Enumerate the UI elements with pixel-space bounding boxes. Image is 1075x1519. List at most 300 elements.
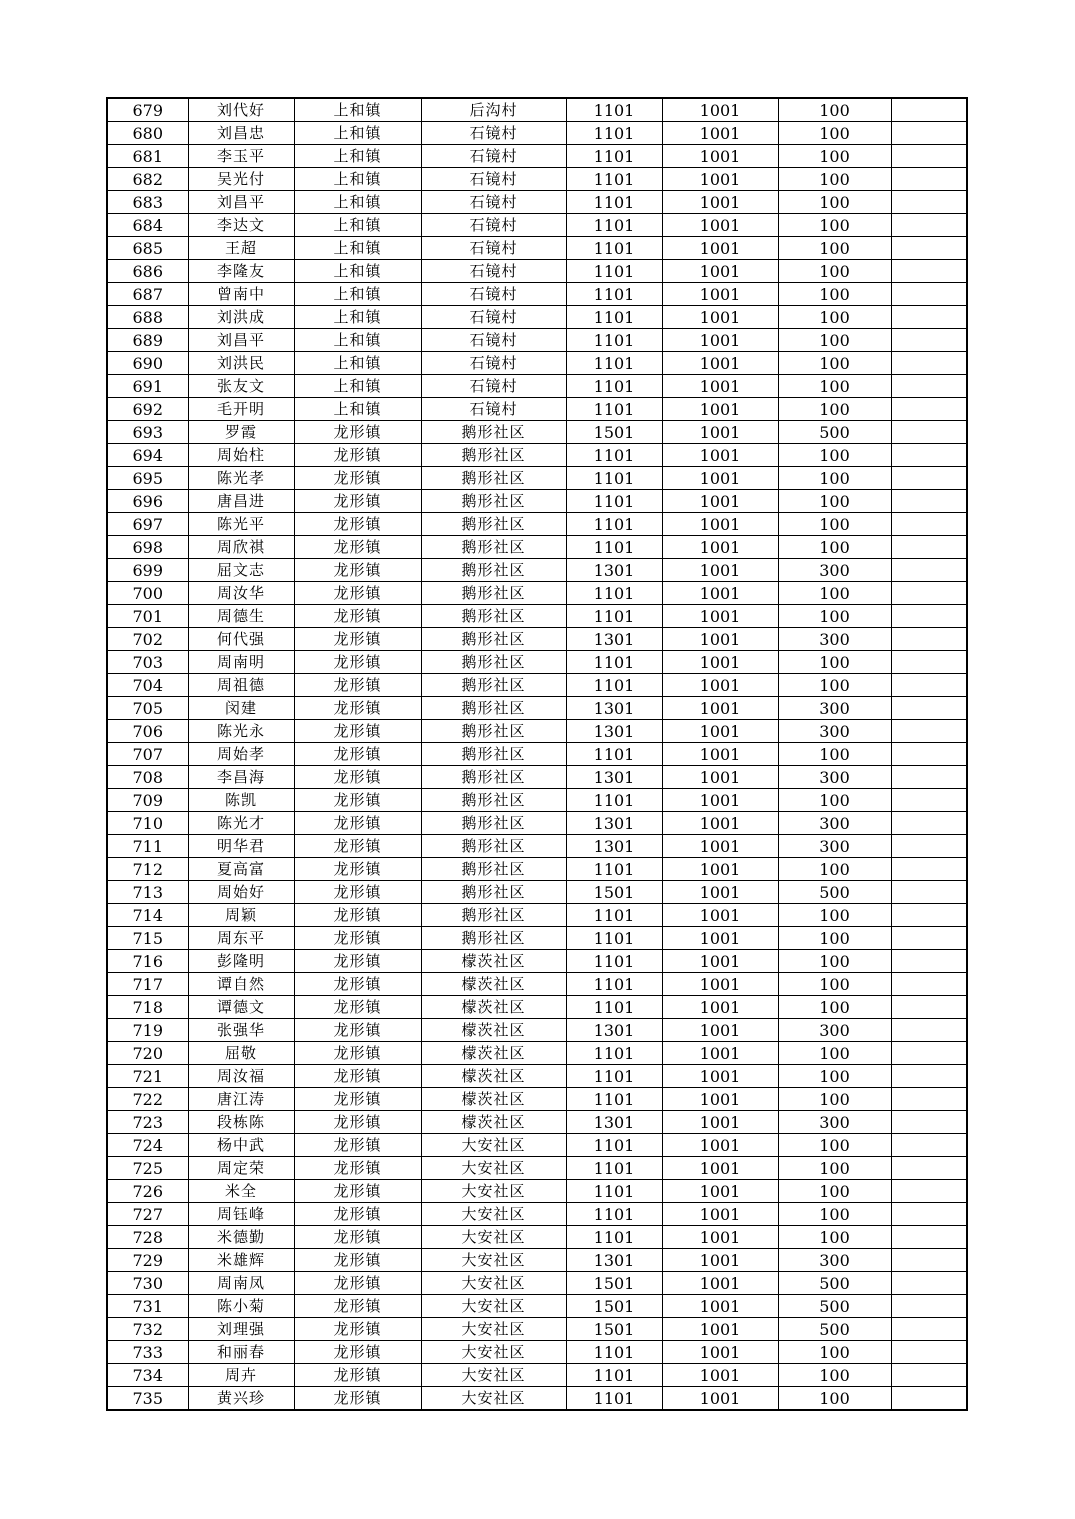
remark-cell	[891, 743, 967, 766]
table-row	[107, 98, 967, 122]
town-cell: 龙形镇	[294, 651, 421, 674]
remark-cell	[891, 536, 967, 559]
index-cell: 696	[107, 490, 188, 513]
name-cell: 吴光付	[188, 168, 294, 191]
remark-cell	[891, 1157, 967, 1180]
remark-cell	[891, 881, 967, 904]
index-cell: 712	[107, 858, 188, 881]
code-a-cell: 1101	[566, 904, 662, 927]
village-cell: 石镜村	[421, 145, 566, 168]
name-cell: 周卉	[188, 1364, 294, 1387]
village-cell: 大安社区	[421, 1387, 566, 1411]
code-a-cell: 1101	[566, 950, 662, 973]
amount-cell: 300	[778, 559, 891, 582]
code-b-cell: 1001	[662, 559, 778, 582]
amount-cell: 100	[778, 996, 891, 1019]
code-b-cell: 1001	[662, 1019, 778, 1042]
index-cell: 717	[107, 973, 188, 996]
table-row	[107, 881, 967, 904]
town-cell: 龙形镇	[294, 1065, 421, 1088]
code-a-cell: 1101	[566, 306, 662, 329]
amount-cell: 100	[778, 283, 891, 306]
village-cell: 檬茨社区	[421, 1111, 566, 1134]
amount-cell: 100	[778, 122, 891, 145]
town-cell: 龙形镇	[294, 1295, 421, 1318]
remark-cell	[891, 1318, 967, 1341]
village-cell: 鹅形社区	[421, 582, 566, 605]
code-b-cell: 1001	[662, 1226, 778, 1249]
town-cell: 龙形镇	[294, 1134, 421, 1157]
name-cell: 陈光平	[188, 513, 294, 536]
town-cell: 龙形镇	[294, 720, 421, 743]
code-b-cell: 1001	[662, 237, 778, 260]
remark-cell	[891, 375, 967, 398]
code-a-cell: 1301	[566, 1111, 662, 1134]
code-b-cell: 1001	[662, 214, 778, 237]
code-b-cell: 1001	[662, 398, 778, 421]
code-a-cell: 1301	[566, 628, 662, 651]
table-row	[107, 605, 967, 628]
code-b-cell: 1001	[662, 582, 778, 605]
village-cell: 大安社区	[421, 1134, 566, 1157]
remark-cell	[891, 697, 967, 720]
code-a-cell: 1101	[566, 283, 662, 306]
amount-cell: 500	[778, 1318, 891, 1341]
town-cell: 上和镇	[294, 398, 421, 421]
amount-cell: 100	[778, 651, 891, 674]
code-b-cell: 1001	[662, 697, 778, 720]
village-cell: 檬茨社区	[421, 950, 566, 973]
table-row	[107, 467, 967, 490]
code-a-cell: 1101	[566, 398, 662, 421]
name-cell: 唐江涛	[188, 1088, 294, 1111]
name-cell: 李玉平	[188, 145, 294, 168]
remark-cell	[891, 1065, 967, 1088]
code-a-cell: 1501	[566, 1272, 662, 1295]
village-cell: 大安社区	[421, 1295, 566, 1318]
town-cell: 龙形镇	[294, 582, 421, 605]
table-row	[107, 628, 967, 651]
code-a-cell: 1101	[566, 145, 662, 168]
village-cell: 檬茨社区	[421, 1088, 566, 1111]
amount-cell: 100	[778, 950, 891, 973]
table-row	[107, 375, 967, 398]
name-cell: 陈光才	[188, 812, 294, 835]
index-cell: 691	[107, 375, 188, 398]
index-cell: 706	[107, 720, 188, 743]
name-cell: 和丽春	[188, 1341, 294, 1364]
code-b-cell: 1001	[662, 674, 778, 697]
index-cell: 718	[107, 996, 188, 1019]
name-cell: 周南明	[188, 651, 294, 674]
town-cell: 龙形镇	[294, 1249, 421, 1272]
code-b-cell: 1001	[662, 98, 778, 122]
name-cell: 闵建	[188, 697, 294, 720]
name-cell: 周汝华	[188, 582, 294, 605]
name-cell: 刘代好	[188, 98, 294, 122]
town-cell: 龙形镇	[294, 559, 421, 582]
code-a-cell: 1301	[566, 835, 662, 858]
code-a-cell: 1101	[566, 605, 662, 628]
index-cell: 732	[107, 1318, 188, 1341]
code-a-cell: 1101	[566, 191, 662, 214]
village-cell: 石镜村	[421, 306, 566, 329]
name-cell: 米雄辉	[188, 1249, 294, 1272]
table-row	[107, 283, 967, 306]
table-row	[107, 1341, 967, 1364]
town-cell: 上和镇	[294, 260, 421, 283]
index-cell: 709	[107, 789, 188, 812]
code-a-cell: 1101	[566, 536, 662, 559]
remark-cell	[891, 1180, 967, 1203]
village-cell: 鹅形社区	[421, 513, 566, 536]
town-cell: 龙形镇	[294, 490, 421, 513]
village-cell: 鹅形社区	[421, 881, 566, 904]
index-cell: 687	[107, 283, 188, 306]
amount-cell: 100	[778, 260, 891, 283]
remark-cell	[891, 214, 967, 237]
code-b-cell: 1001	[662, 1341, 778, 1364]
code-b-cell: 1001	[662, 743, 778, 766]
code-a-cell: 1101	[566, 973, 662, 996]
village-cell: 大安社区	[421, 1203, 566, 1226]
table-row	[107, 122, 967, 145]
code-a-cell: 1101	[566, 1157, 662, 1180]
index-cell: 705	[107, 697, 188, 720]
town-cell: 龙形镇	[294, 1272, 421, 1295]
town-cell: 上和镇	[294, 283, 421, 306]
amount-cell: 100	[778, 973, 891, 996]
amount-cell: 300	[778, 628, 891, 651]
amount-cell: 100	[778, 398, 891, 421]
index-cell: 683	[107, 191, 188, 214]
amount-cell: 500	[778, 1295, 891, 1318]
village-cell: 鹅形社区	[421, 927, 566, 950]
amount-cell: 100	[778, 1364, 891, 1387]
code-b-cell: 1001	[662, 1042, 778, 1065]
code-b-cell: 1001	[662, 352, 778, 375]
code-b-cell: 1001	[662, 1295, 778, 1318]
code-a-cell: 1101	[566, 122, 662, 145]
village-cell: 鹅形社区	[421, 651, 566, 674]
index-cell: 726	[107, 1180, 188, 1203]
index-cell: 703	[107, 651, 188, 674]
town-cell: 龙形镇	[294, 536, 421, 559]
name-cell: 刘昌忠	[188, 122, 294, 145]
index-cell: 721	[107, 1065, 188, 1088]
name-cell: 周钰峰	[188, 1203, 294, 1226]
town-cell: 龙形镇	[294, 927, 421, 950]
town-cell: 龙形镇	[294, 421, 421, 444]
index-cell: 694	[107, 444, 188, 467]
table-row	[107, 1157, 967, 1180]
code-a-cell: 1501	[566, 421, 662, 444]
town-cell: 上和镇	[294, 145, 421, 168]
code-b-cell: 1001	[662, 490, 778, 513]
village-cell: 大安社区	[421, 1180, 566, 1203]
town-cell: 上和镇	[294, 98, 421, 122]
village-cell: 鹅形社区	[421, 536, 566, 559]
index-cell: 729	[107, 1249, 188, 1272]
village-cell: 鹅形社区	[421, 812, 566, 835]
remark-cell	[891, 444, 967, 467]
remark-cell	[891, 835, 967, 858]
code-a-cell: 1301	[566, 1249, 662, 1272]
name-cell: 周始柱	[188, 444, 294, 467]
village-cell: 鹅形社区	[421, 697, 566, 720]
village-cell: 大安社区	[421, 1341, 566, 1364]
amount-cell: 100	[778, 490, 891, 513]
remark-cell	[891, 421, 967, 444]
remark-cell	[891, 789, 967, 812]
code-a-cell: 1101	[566, 1226, 662, 1249]
village-cell: 鹅形社区	[421, 789, 566, 812]
name-cell: 谭自然	[188, 973, 294, 996]
town-cell: 龙形镇	[294, 1088, 421, 1111]
code-b-cell: 1001	[662, 122, 778, 145]
index-cell: 725	[107, 1157, 188, 1180]
code-b-cell: 1001	[662, 283, 778, 306]
town-cell: 龙形镇	[294, 789, 421, 812]
code-b-cell: 1001	[662, 628, 778, 651]
amount-cell: 300	[778, 1111, 891, 1134]
index-cell: 697	[107, 513, 188, 536]
table-row	[107, 1387, 967, 1411]
amount-cell: 100	[778, 237, 891, 260]
code-a-cell: 1101	[566, 329, 662, 352]
table-row	[107, 352, 967, 375]
code-a-cell: 1101	[566, 1180, 662, 1203]
amount-cell: 100	[778, 1226, 891, 1249]
remark-cell	[891, 490, 967, 513]
code-a-cell: 1301	[566, 720, 662, 743]
name-cell: 毛开明	[188, 398, 294, 421]
code-b-cell: 1001	[662, 950, 778, 973]
remark-cell	[891, 1111, 967, 1134]
amount-cell: 100	[778, 467, 891, 490]
village-cell: 大安社区	[421, 1157, 566, 1180]
village-cell: 石镜村	[421, 122, 566, 145]
table-row	[107, 904, 967, 927]
town-cell: 龙形镇	[294, 1226, 421, 1249]
code-b-cell: 1001	[662, 1364, 778, 1387]
code-b-cell: 1001	[662, 191, 778, 214]
code-a-cell: 1101	[566, 1341, 662, 1364]
amount-cell: 100	[778, 191, 891, 214]
village-cell: 鹅形社区	[421, 904, 566, 927]
remark-cell	[891, 1134, 967, 1157]
code-b-cell: 1001	[662, 444, 778, 467]
table-row	[107, 260, 967, 283]
table-row	[107, 1272, 967, 1295]
table-row	[107, 1042, 967, 1065]
name-cell: 何代强	[188, 628, 294, 651]
code-b-cell: 1001	[662, 421, 778, 444]
town-cell: 龙形镇	[294, 513, 421, 536]
code-b-cell: 1001	[662, 1088, 778, 1111]
amount-cell: 100	[778, 1203, 891, 1226]
remark-cell	[891, 168, 967, 191]
table-row	[107, 1295, 967, 1318]
code-a-cell: 1101	[566, 168, 662, 191]
amount-cell: 100	[778, 1088, 891, 1111]
name-cell: 陈凯	[188, 789, 294, 812]
index-cell: 714	[107, 904, 188, 927]
town-cell: 龙形镇	[294, 835, 421, 858]
index-cell: 684	[107, 214, 188, 237]
town-cell: 龙形镇	[294, 1042, 421, 1065]
code-a-cell: 1301	[566, 1019, 662, 1042]
code-b-cell: 1001	[662, 1387, 778, 1411]
code-b-cell: 1001	[662, 651, 778, 674]
remark-cell	[891, 398, 967, 421]
remark-cell	[891, 973, 967, 996]
table-row	[107, 168, 967, 191]
index-cell: 680	[107, 122, 188, 145]
table-row	[107, 191, 967, 214]
amount-cell: 100	[778, 904, 891, 927]
village-cell: 鹅形社区	[421, 467, 566, 490]
name-cell: 周南凤	[188, 1272, 294, 1295]
name-cell: 夏高富	[188, 858, 294, 881]
village-cell: 鹅形社区	[421, 605, 566, 628]
amount-cell: 500	[778, 421, 891, 444]
name-cell: 明华君	[188, 835, 294, 858]
remark-cell	[891, 260, 967, 283]
name-cell: 陈光永	[188, 720, 294, 743]
table-row	[107, 329, 967, 352]
amount-cell: 100	[778, 513, 891, 536]
village-cell: 大安社区	[421, 1318, 566, 1341]
name-cell: 李达文	[188, 214, 294, 237]
remark-cell	[891, 1226, 967, 1249]
town-cell: 龙形镇	[294, 996, 421, 1019]
code-a-cell: 1101	[566, 1065, 662, 1088]
amount-cell: 100	[778, 858, 891, 881]
code-b-cell: 1001	[662, 1272, 778, 1295]
town-cell: 龙形镇	[294, 1019, 421, 1042]
code-a-cell: 1101	[566, 1203, 662, 1226]
town-cell: 龙形镇	[294, 1111, 421, 1134]
code-a-cell: 1101	[566, 996, 662, 1019]
amount-cell: 300	[778, 720, 891, 743]
remark-cell	[891, 122, 967, 145]
index-cell: 704	[107, 674, 188, 697]
amount-cell: 100	[778, 789, 891, 812]
remark-cell	[891, 145, 967, 168]
amount-cell: 500	[778, 881, 891, 904]
code-b-cell: 1001	[662, 168, 778, 191]
table-row	[107, 398, 967, 421]
index-cell: 730	[107, 1272, 188, 1295]
name-cell: 刘昌平	[188, 329, 294, 352]
village-cell: 石镜村	[421, 375, 566, 398]
village-cell: 石镜村	[421, 214, 566, 237]
town-cell: 龙形镇	[294, 1341, 421, 1364]
village-cell: 檬茨社区	[421, 1019, 566, 1042]
index-cell: 679	[107, 98, 188, 122]
town-cell: 龙形镇	[294, 1387, 421, 1411]
amount-cell: 300	[778, 835, 891, 858]
village-cell: 石镜村	[421, 398, 566, 421]
name-cell: 周欣祺	[188, 536, 294, 559]
code-a-cell: 1101	[566, 927, 662, 950]
name-cell: 杨中武	[188, 1134, 294, 1157]
amount-cell: 300	[778, 1249, 891, 1272]
code-a-cell: 1101	[566, 467, 662, 490]
name-cell: 刘洪民	[188, 352, 294, 375]
code-b-cell: 1001	[662, 812, 778, 835]
data-table	[106, 97, 968, 1411]
name-cell: 刘昌平	[188, 191, 294, 214]
remark-cell	[891, 812, 967, 835]
index-cell: 735	[107, 1387, 188, 1411]
remark-cell	[891, 1272, 967, 1295]
village-cell: 檬茨社区	[421, 973, 566, 996]
remark-cell	[891, 582, 967, 605]
table-row	[107, 214, 967, 237]
remark-cell	[891, 674, 967, 697]
code-a-cell: 1101	[566, 513, 662, 536]
town-cell: 龙形镇	[294, 1318, 421, 1341]
table-row	[107, 697, 967, 720]
table-row	[107, 513, 967, 536]
amount-cell: 100	[778, 1180, 891, 1203]
village-cell: 鹅形社区	[421, 444, 566, 467]
town-cell: 龙形镇	[294, 697, 421, 720]
village-cell: 石镜村	[421, 191, 566, 214]
village-cell: 鹅形社区	[421, 720, 566, 743]
name-cell: 曾南中	[188, 283, 294, 306]
amount-cell: 100	[778, 1065, 891, 1088]
code-a-cell: 1301	[566, 812, 662, 835]
index-cell: 711	[107, 835, 188, 858]
table-row	[107, 444, 967, 467]
village-cell: 檬茨社区	[421, 1042, 566, 1065]
code-b-cell: 1001	[662, 1111, 778, 1134]
code-b-cell: 1001	[662, 145, 778, 168]
amount-cell: 100	[778, 1341, 891, 1364]
amount-cell: 100	[778, 98, 891, 122]
code-a-cell: 1101	[566, 858, 662, 881]
table-row	[107, 743, 967, 766]
remark-cell	[891, 1088, 967, 1111]
table-row	[107, 858, 967, 881]
amount-cell: 500	[778, 1272, 891, 1295]
table-row	[107, 145, 967, 168]
town-cell: 上和镇	[294, 191, 421, 214]
code-b-cell: 1001	[662, 260, 778, 283]
town-cell: 龙形镇	[294, 812, 421, 835]
code-a-cell: 1101	[566, 651, 662, 674]
name-cell: 李隆友	[188, 260, 294, 283]
amount-cell: 100	[778, 329, 891, 352]
town-cell: 龙形镇	[294, 444, 421, 467]
amount-cell: 100	[778, 352, 891, 375]
village-cell: 大安社区	[421, 1249, 566, 1272]
code-a-cell: 1101	[566, 237, 662, 260]
code-b-cell: 1001	[662, 835, 778, 858]
name-cell: 周始孝	[188, 743, 294, 766]
index-cell: 688	[107, 306, 188, 329]
name-cell: 周汝福	[188, 1065, 294, 1088]
town-cell: 上和镇	[294, 168, 421, 191]
village-cell: 鹅形社区	[421, 628, 566, 651]
index-cell: 700	[107, 582, 188, 605]
remark-cell	[891, 352, 967, 375]
table-row	[107, 812, 967, 835]
code-a-cell: 1101	[566, 674, 662, 697]
